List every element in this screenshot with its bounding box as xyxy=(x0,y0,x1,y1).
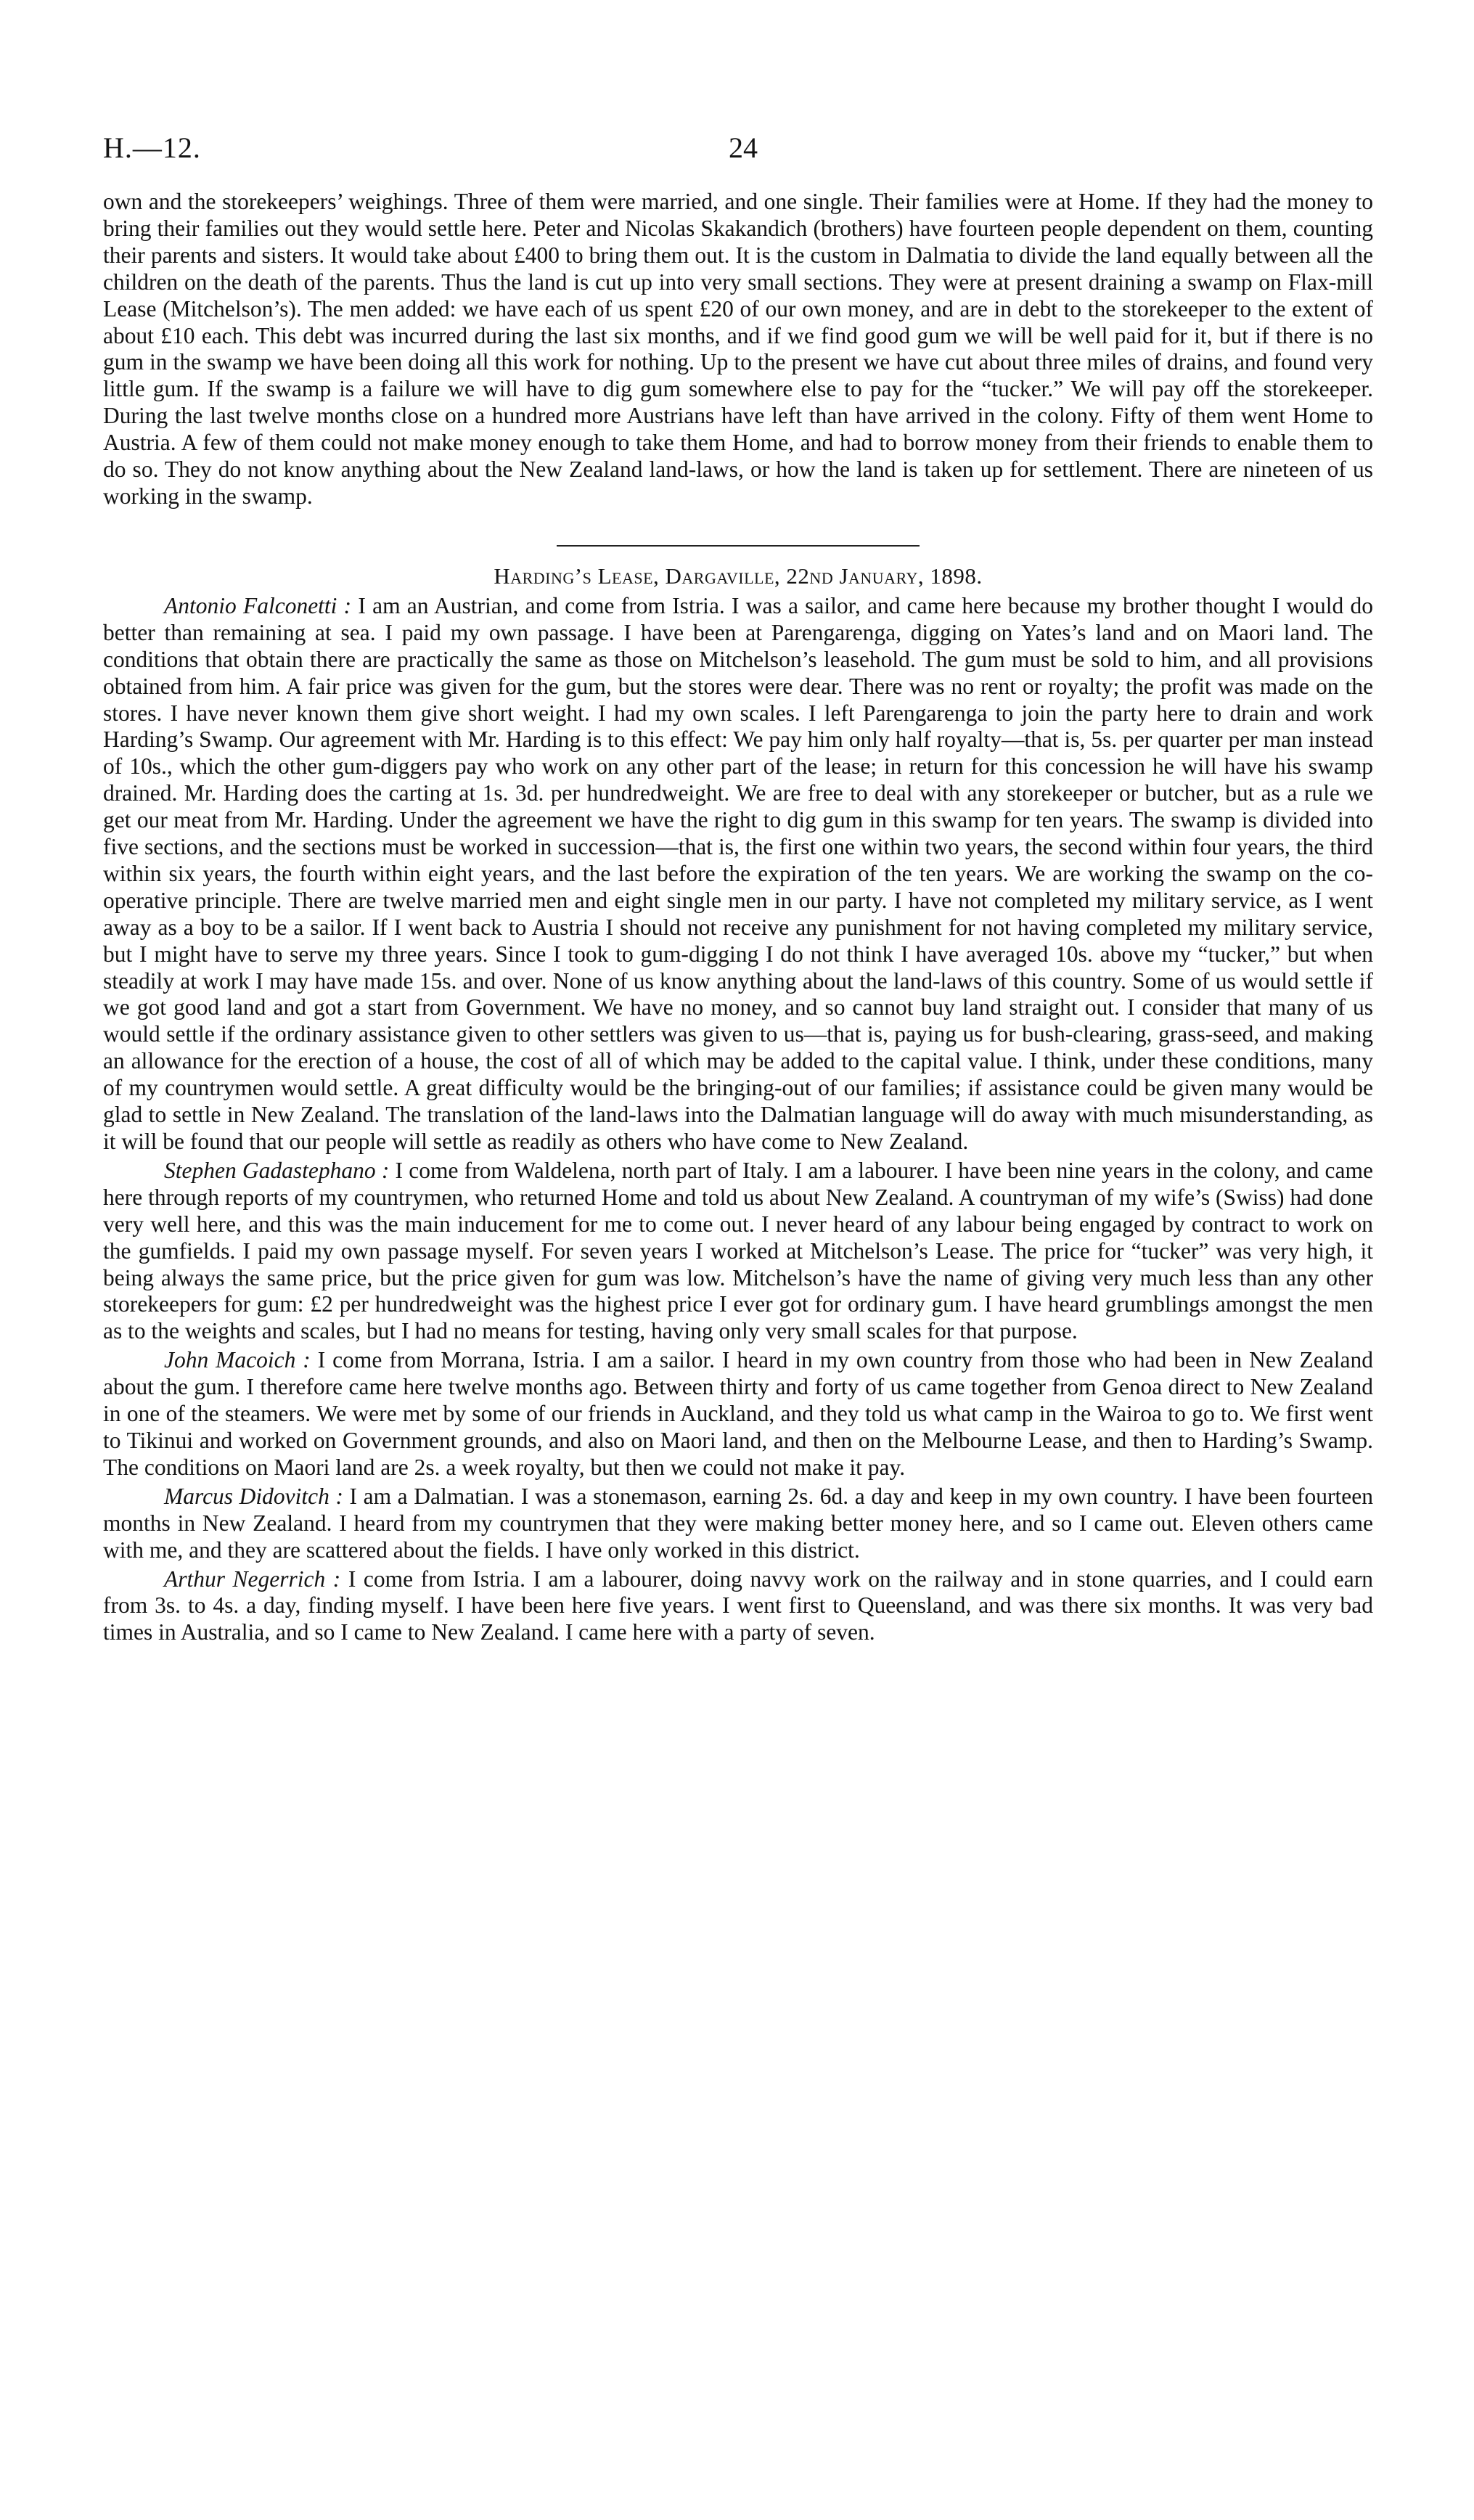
section-heading: Harding’s Lease, Dargaville, 22nd January, 1898. xyxy=(494,562,983,589)
speaker-name: Arthur Negerrich : xyxy=(164,1566,341,1592)
testimony-text: I come from Istria. I am a labourer, doing navvy work on the railway and in stone quarries, and I could earn from 3s. to 4s. a day, finding myself. I have been here five years. I went first to Queensland, and was there six months. It was very bad times in Australia, and so I came to New Zealand. I came here with a party of seven. xyxy=(103,1566,1373,1645)
speaker-name: John Macoich : xyxy=(164,1347,311,1373)
testimony-paragraph xyxy=(103,1566,1373,1647)
page-header xyxy=(103,131,1373,181)
speaker-name: Antonio Falconetti : xyxy=(164,592,352,618)
speaker-name: Stephen Gadastephano : xyxy=(164,1157,390,1183)
page-number: 24 xyxy=(729,131,758,164)
testimony-paragraph xyxy=(103,1158,1373,1345)
section-divider xyxy=(557,545,920,547)
testimony-paragraph xyxy=(103,1484,1373,1564)
testimony-text: I come from Waldelena, north part of Italy. I am a labourer. I have been nine years in the colony, and came here through reports of my countrymen, who returned Home and told us about New Zealand. A countryman of my wife’s (Swiss) had done very well here, and this was the main inducement for me to come out. I never heard of any labour being engaged by contract to work on the gumfields. I paid my own passage myself. For seven years I worked at Mitchelson’s Lease. The price for “tucker” was very high, it being always the same price, but the price given for gum was low. Mitchelson’s have the name of giving very much less than any other storekeepers for gum: £2 per hundredweight was the highest price I ever got for ordinary gum. I have heard grumblings amongst the men as to the weights and scales, but I had no means for testing, having only very small scales for that purpose. xyxy=(103,1157,1373,1344)
speaker-name: Marcus Didovitch : xyxy=(164,1483,343,1509)
testimony-text: I am an Austrian, and come from Istria. I was a sailor, and came here because my brother thought I would do better than remaining at sea. I paid my own passage. I have been at Parengarenga, digging on Yates’s land and on Maori land. The conditions that obtain there are practically the same as those on Mitchelson’s leasehold. The gum must be sold to him, and all provisions obtained from him. A fair price was given for the gum, but the stores were dear. There was no rent or royalty; the profit was made on the stores. I have never known them give short weight. I had my own scales. I left Parengarenga to join the party here to drain and work Harding’s Swamp. Our agreement with Mr. Harding is to this effect: We pay him only half royalty—that is, 5s. per quarter per man instead of 10s., which the other gum-diggers pay who work on any other part of the lease; in return for this concession he will have his swamp drained. Mr. Harding does the carting at 1s. 3d. per hundredweight. We are free to deal with any storekeeper or butcher, but as a rule we get our meat from Mr. Harding. Under the agreement we have the right to dig gum in this swamp for ten years. The swamp is divided into five sections, and the sections must be worked in succession—that is, the first one within two years, the second within four years, the third within six years, the fourth within eight years, and the last before the expiration of the ten years. We are working the swamp on the co-operative principle. There are twelve married men and eight single men in our party. I have not completed my military service, as I went away as a boy to be a sailor. If I went back to Austria I should not receive any punishment for not having completed my military service, but I might have to serve my three years. Since I took to gum-digging I do not think I have averaged 10s. above my “tucker,” but when steadily at work I may have made 15s. and over. None of us know anything about the land-laws of this country. Some of us would settle if we got good land and got a start from Government. We have no money, and so cannot buy land straight out. I consider that many of us would settle if the ordinary assistance given to other settlers was given to us—that is, paying us for bush-clearing, grass-seed, and making an allowance for the erection of a house, the cost of all of which may be added to the capital value. I think, under these conditions, many of my countrymen would settle. A great difficulty would be the bringing-out of our families; if assistance could be given many would be glad to settle in New Zealand. The translation of the land-laws into the Dalmatian language will do away with much misunderstanding, as it will be found that our people will settle as readily as others who have come to New Zealand. xyxy=(103,592,1374,1154)
intro-paragraph: own and the storekeepers’ weighings. Three of them were married, and one single. Their families were at Home. If they had the money to bring their families out they would settle here. Peter and Nicolas Skakandich (brothers) have fourteen people dependent on them, counting their parents and sisters. It would take about £400 to bring them out. It is the custom in Dalmatia to divide the land equally between all the children on the death of the parents. Thus the land is cut up into very small sections. They were at present draining a swamp on Flax-mill Lease (Mitchelson’s). The men added: we have each of us spent £20 of our own money, and are in debt to the storekeeper to the extent of about £10 each. This debt was incurred during the last six months, and if we find good gum we will be well paid for it, but if there is no gum in the swamp we have been doing all this work for nothing. Up to the present we have cut about three miles of drains, and found very little gum. If the swamp is a failure we will have to dig gum somewhere else to pay for the “tucker.” We will pay off the storekeeper. During the last twelve months close on a hundred more Austrians have left than have arrived in the colony. Fifty of them went Home to Austria. A few of them could not make money enough to take them Home, and had to borrow money from their friends to enable them to do so. They do not know anything about the New Zealand land-laws, or how the land is taken up for settlement. There are nineteen of us working in the swamp. xyxy=(103,189,1373,509)
testimony-text: I am a Dalmatian. I was a stonemason, earning 2s. 6d. a day and keep in my own country. I have been fourteen months in New Zealand. I heard from my countrymen that they were making better money here, and so I came out. Eleven others came with me, and they are scattered about the fields. I have only worked in this district. xyxy=(103,1483,1374,1563)
testimony-paragraph xyxy=(103,1347,1373,1481)
testimony-paragraph xyxy=(103,593,1373,1155)
testimony-text: I come from Morrana, Istria. I am a sailor. I heard in my own country from those who had been in New Zealand about the gum. I therefore came here twelve months ago. Between thirty and forty of us came together from Genoa direct to New Zealand in one of the steamers. We were met by some of our friends in Auckland, and they told us what camp in the Wairoa to go to. We first went to Tikinui and worked on Government grounds, and also on Maori land, and then on the Melbourne Lease, and then to Harding’s Swamp. The conditions on Maori land are 2s. a week royalty, but then we could not make it pay. xyxy=(103,1347,1373,1480)
document-reference: H.—12. xyxy=(103,131,201,164)
document-page xyxy=(103,131,1373,1648)
